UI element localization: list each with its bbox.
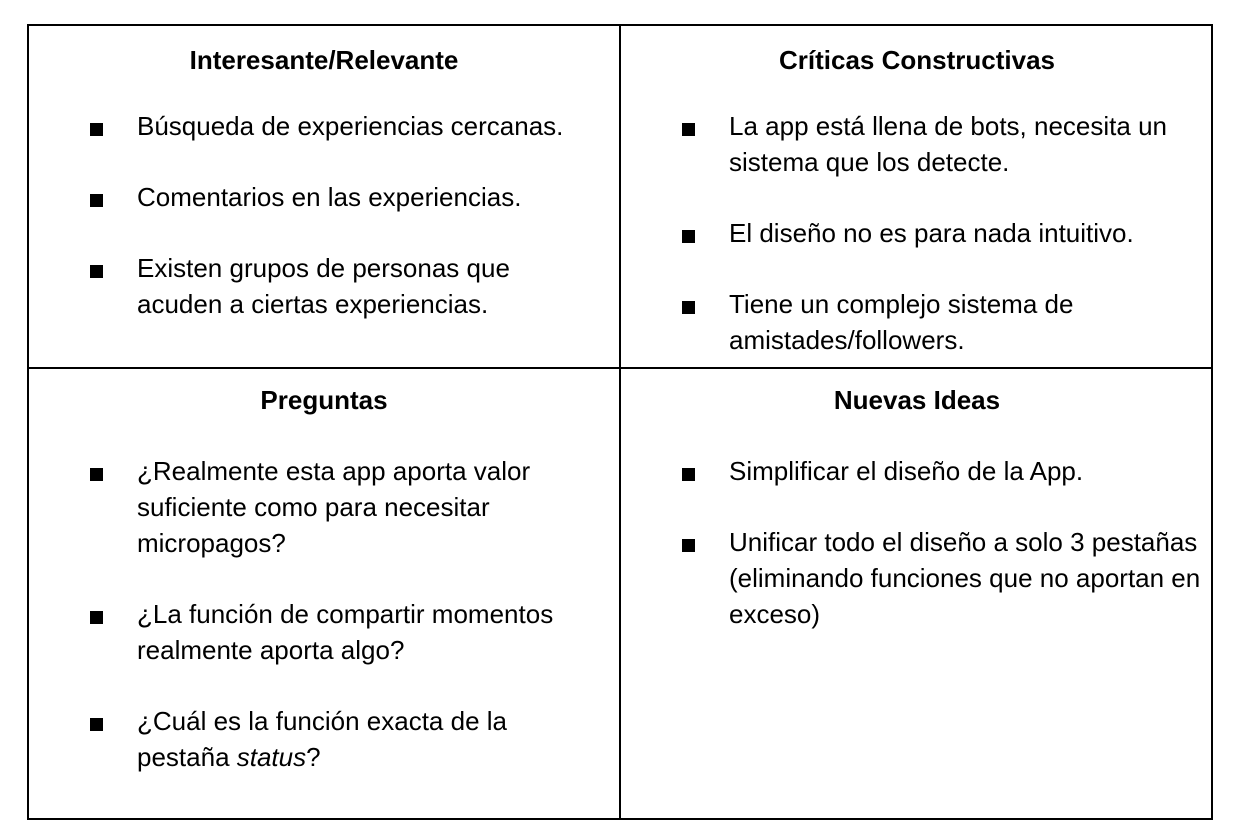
list-item-text-suffix: ? (306, 742, 321, 772)
list-item-text: Búsqueda de experiencias cercanas. (137, 111, 564, 141)
square-bullet-icon (90, 718, 103, 731)
square-bullet-icon (682, 301, 695, 314)
list-item-text: La app está llena de bots, necesita un sistema que los detecte. (729, 111, 1167, 177)
status-emphasis: status (236, 742, 307, 772)
quadrant-interesante (29, 26, 621, 369)
quadrant-preguntas (29, 369, 621, 818)
item-list (29, 453, 619, 810)
square-bullet-icon (90, 265, 103, 278)
list-item-text: Tiene un complejo sistema de amistades/followers. (729, 289, 1074, 355)
list-item-text: Existen grupos de personas que acuden a ciertas experiencias. (137, 253, 510, 319)
list-item (29, 108, 609, 144)
list-item (621, 524, 1213, 632)
square-bullet-icon (682, 539, 695, 552)
list-item (29, 179, 619, 215)
quadrant-title: Críticas Constructivas (779, 45, 1055, 75)
quadrant-criticas (621, 26, 1213, 369)
list-item (621, 453, 1213, 489)
list-item (29, 453, 609, 561)
square-bullet-icon (90, 611, 103, 624)
square-bullet-icon (682, 123, 695, 136)
square-bullet-icon (90, 123, 103, 136)
list-item (29, 703, 569, 775)
quadrant-title: Nuevas Ideas (833, 385, 1001, 415)
list-item-text-prefix: ¿Cuál es la función exacta de la pestaña (137, 706, 507, 772)
list-item-text: ¿La función de compartir momentos realmente aporta algo? (137, 599, 554, 665)
square-bullet-icon (682, 468, 695, 481)
list-item (621, 108, 1213, 180)
list-item-text: El diseño no es para nada intuitivo. (729, 218, 1134, 248)
list-item (621, 215, 1213, 251)
list-item-text: Unificar todo el diseño a solo 3 pestañas (eliminando funciones que no aportan en exceso) (729, 527, 1201, 629)
square-bullet-icon (682, 230, 695, 243)
feedback-grid (27, 24, 1213, 820)
list-item-text (137, 706, 507, 772)
list-item (29, 250, 589, 322)
list-item-text: ¿Realmente esta app aporta valor suficiente como para necesitar micropagos? (137, 456, 531, 558)
item-list (621, 108, 1213, 393)
list-item (621, 286, 1151, 358)
list-item (29, 596, 619, 668)
square-bullet-icon (90, 194, 103, 207)
item-list (621, 453, 1213, 667)
quadrant-ideas (621, 369, 1213, 818)
list-item-text: Simplificar el diseño de la App. (729, 456, 1084, 486)
list-item-text: Comentarios en las experiencias. (137, 182, 522, 212)
item-list (29, 108, 619, 357)
quadrant-title: Interesante/Relevante (189, 45, 459, 75)
square-bullet-icon (90, 468, 103, 481)
quadrant-title: Preguntas (260, 385, 388, 415)
